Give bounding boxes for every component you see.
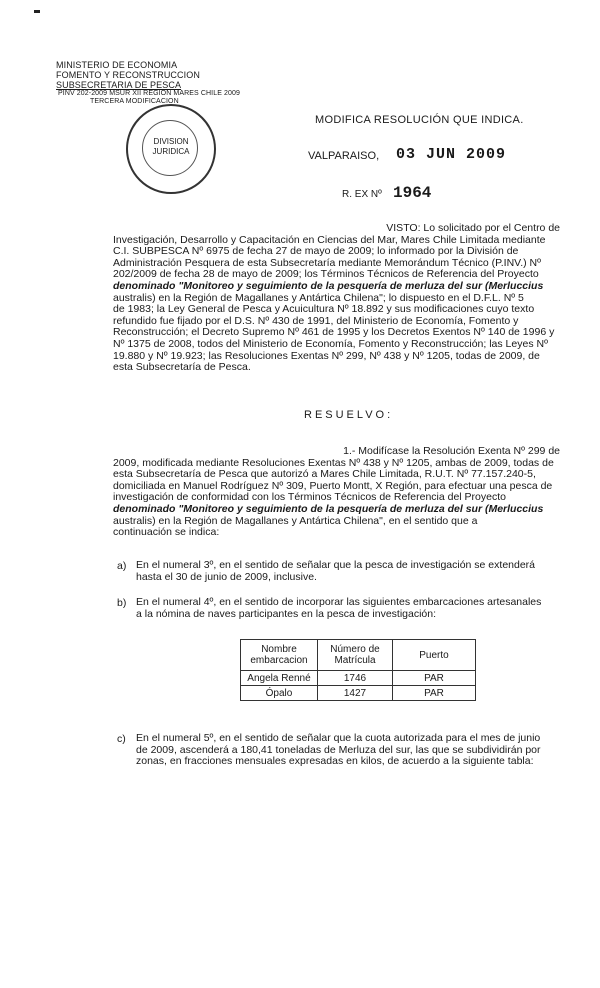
item-c-line: zonas, en fracciones mensuales expresadas en kilos, de acuerdo a la siguiente tabla:	[136, 755, 534, 768]
table-cell-name: Angela Renné	[241, 671, 318, 686]
item1-line: esta Subsecretaría de Pesca que autorizó a Mares Chile Limitada, R.U.T. Nº 77.157.240-5,	[113, 468, 536, 481]
visto-line: Nº 1375 de 2008, todos del Ministerio de Economía, Fomento y Reconstrucción; las Leyes Nº	[113, 337, 548, 350]
resuelvo-heading: RESUELVO:	[304, 409, 394, 421]
item-a-label: a)	[117, 560, 127, 572]
item1-line: australis) en la Región de Magallanes y Antártica Chilena", en el sentido que a	[113, 514, 478, 527]
item1-line: continuación se indica:	[113, 526, 220, 539]
item1-line: 2009, modificada mediante Resoluciones Exentas Nº 438 y Nº 1205, ambas de 2009, todas de	[113, 456, 554, 469]
item-c-label: c)	[117, 733, 126, 745]
table-row	[241, 671, 476, 686]
visto-line: Reconstrucción; el Decreto Supremo Nº 461 de 1995 y los Decretos Exentos Nº 140 de 1996 y	[113, 326, 555, 339]
stamp-text-line1: DIVISION	[153, 137, 189, 146]
document-title: MODIFICA RESOLUCIÓN QUE INDICA.	[315, 114, 524, 126]
resolution-label: R. EX Nº	[342, 189, 382, 200]
visto-line: Administración Pesquera de esta Subsecretaría mediante Memorándum Técnico (P.INV.) Nº	[113, 256, 541, 269]
item-a-paragraph	[136, 560, 560, 583]
item-b-label: b)	[117, 597, 127, 609]
ministry-name: MINISTERIO DE ECONOMIA	[56, 60, 178, 70]
item-c-paragraph	[136, 733, 560, 768]
table-header-matricula: Número de Matrícula	[318, 640, 393, 671]
visto-line: denominado "Monitoreo y seguimiento de la pesquería de merluza del sur (Merluccius	[113, 279, 544, 292]
item-c-line: de 2009, ascenderá a 180,41 toneladas de Merluza del sur, las que se subdividirán por	[136, 743, 541, 756]
table-cell-puerto: PAR	[393, 686, 476, 701]
visto-line: 19.880 y Nº 19.923; las Resoluciones Exentas Nº 299, Nº 438 y Nº 1205, todas de 2009, de	[113, 349, 540, 362]
corner-mark	[34, 10, 40, 13]
date-city: VALPARAISO,	[308, 150, 380, 162]
visto-line: australis) en la Región de Magallanes y Antártica Chilena"; lo dispuesto en el D.F.L. Nº 5	[113, 291, 524, 304]
item-b-line: a la nómina de naves participantes en la pesca de investigación:	[136, 607, 437, 620]
table-cell-puerto: PAR	[393, 671, 476, 686]
vessels-table	[240, 639, 476, 701]
table-cell-matricula: 1427	[318, 686, 393, 701]
table-header-puerto: Puerto	[393, 640, 476, 671]
visto-line: de 1983; la Ley General de Pesca y Acuicultura Nº 18.892 y sus modificaciones cuyo texto	[113, 303, 535, 316]
juridica-stamp	[126, 104, 216, 194]
item1-line: denominado "Monitoreo y seguimiento de la pesquería de merluza del sur (Merluccius	[113, 502, 544, 515]
item-a-line: hasta el 30 de junio de 2009, inclusive.	[136, 570, 317, 583]
stamp-text-line2: JURIDICA	[152, 147, 190, 156]
table-row	[241, 686, 476, 701]
modification-reference: TERCERA MODIFICACION	[90, 98, 179, 105]
item-b-paragraph	[136, 597, 560, 620]
resolution-number: 1964	[393, 184, 432, 202]
table-cell-name: Ópalo	[241, 686, 318, 701]
visto-paragraph	[113, 223, 560, 374]
item-b-line: En el numeral 4º, en el sentido de incorporar las siguientes embarcaciones artesanales	[136, 596, 542, 608]
visto-line: esta Subsecretaría de Pesca.	[113, 361, 251, 374]
table-header-row	[241, 640, 476, 671]
ministry-subname: FOMENTO Y RECONSTRUCCION	[56, 70, 200, 80]
table-header-name: Nombre embarcacion	[241, 640, 318, 671]
item1-line: investigación de conformidad con los Términos Técnicos de Referencia del Proyecto	[113, 491, 506, 504]
visto-line: C.I. SUBPESCA Nº 6975 de fecha 27 de mayo de 2009; lo informado por la División de	[113, 245, 519, 258]
item-a-line: En el numeral 3º, en el sentido de señalar que la pesca de investigación se extenderá	[136, 559, 536, 571]
subsecretaria-name: SUBSECRETARIA DE PESCA	[56, 80, 182, 90]
letterhead	[56, 60, 286, 106]
visto-line: 202/2009 de fecha 28 de mayo de 2009; los Términos Técnicos de Referencia del Proyecto	[113, 268, 539, 281]
item1-paragraph	[113, 446, 560, 539]
item1-line: domiciliada en Manuel Rodríguez Nº 309, Puerto Montt, X Región, para efectuar una pesca de	[113, 479, 553, 492]
item-c-line: En el numeral 5º, en el sentido de señalar que la cuota autorizada para el mes de junio	[136, 732, 541, 744]
date-stamp: 03 JUN 2009	[396, 146, 507, 163]
visto-line: VISTO: Lo solicitado por el Centro de	[386, 222, 560, 234]
item1-line: 1.- Modifícase la Resolución Exenta Nº 299 de	[343, 445, 560, 457]
file-reference: PINV 202-2009 MSUR XII REGION MARES CHILE 2009	[58, 90, 240, 97]
visto-line: Investigación, Desarrollo y Capacitación en Ciencias del Mar, Mares Chile Limitada mediante	[113, 233, 546, 246]
table-cell-matricula: 1746	[318, 671, 393, 686]
visto-line: refundido fue fijado por el D.S. Nº 430 de 1991, del Ministerio de Economía, Fomento y	[113, 314, 519, 327]
